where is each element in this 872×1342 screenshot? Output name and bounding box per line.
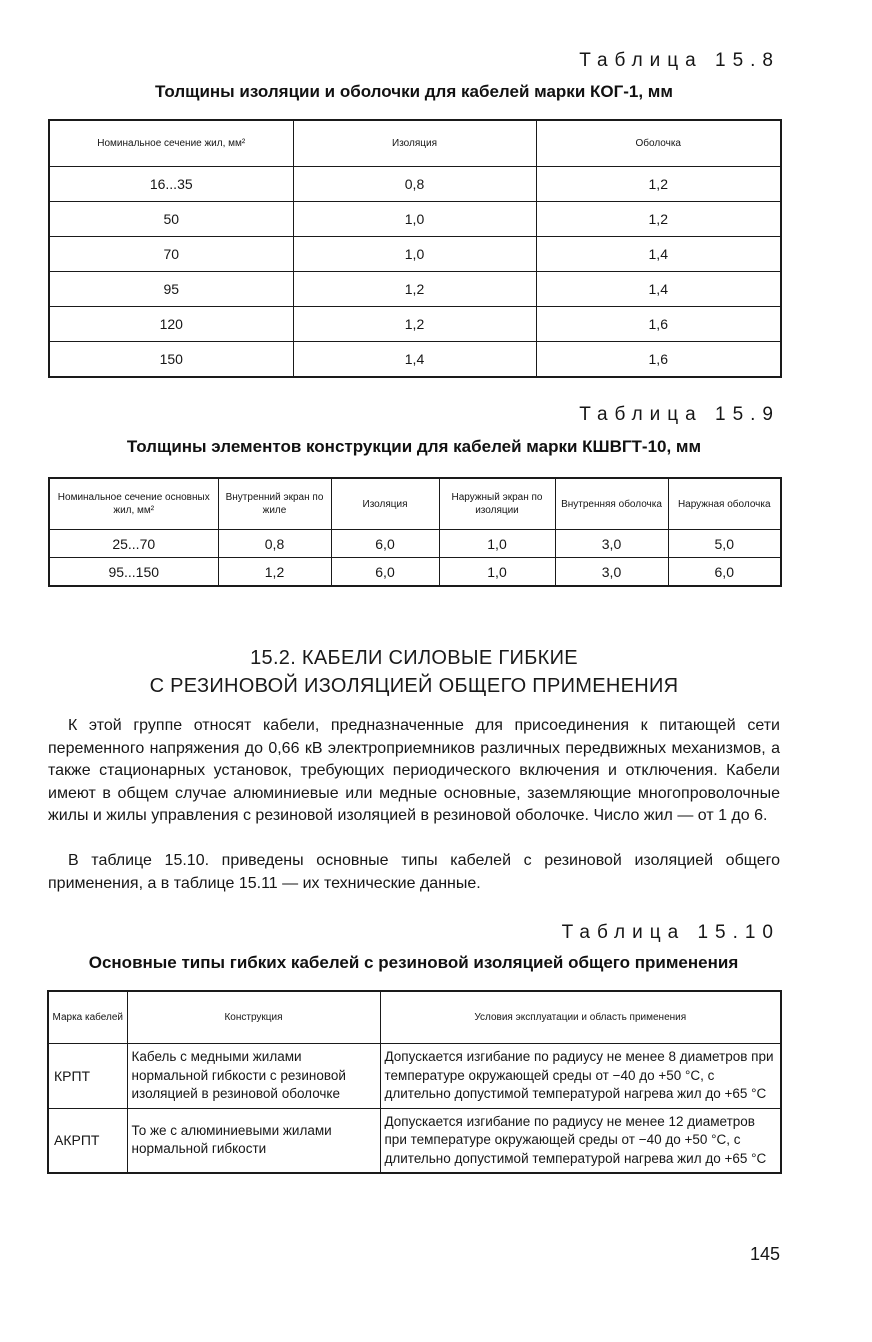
table-cell: 120 (49, 307, 293, 342)
table-cell: 1,0 (293, 202, 536, 237)
column-header: Номинальное сечение основных жил, мм² (49, 478, 218, 530)
column-header: Оболочка (536, 120, 781, 167)
table-cell: 1,2 (536, 167, 781, 202)
table-cell: То же с алюминиевыми жилами нормальной гибкости (127, 1108, 380, 1173)
table-cell: КРПТ (48, 1044, 127, 1109)
column-header: Наружный экран по изоляции (439, 478, 555, 530)
body-paragraph-1: К этой группе относят кабели, предназначенные для присоединения к питающей сети переменного напряжения до 0,66 кВ электроприемников различных передвижных механизмов, а также стационарных установок, требующих периодического включения и отключения. Кабели имеют в общем случае алюминиевые или медные основные, заземляющие многопроволочные жилы и жилы управления с резиновой изоляцией в резиновой оболочке. Число жил — от 1 до 6. (48, 717, 780, 824)
table-cell: 6,0 (331, 558, 439, 587)
column-header: Изоляция (331, 478, 439, 530)
table-cell: 0,8 (293, 167, 536, 202)
table-row (49, 237, 781, 272)
table-cell: 1,2 (218, 558, 331, 587)
column-header: Наружная оболочка (668, 478, 781, 530)
table-cell: 1,0 (439, 530, 555, 558)
page-number: 145 (749, 1244, 780, 1264)
table-cell: 1,4 (536, 237, 781, 272)
table-15-9-label: Таблица 15.9 (579, 404, 780, 425)
table-cell: 1,4 (293, 342, 536, 378)
table-cell: 1,2 (536, 202, 781, 237)
column-header: Марка кабелей (48, 991, 127, 1044)
table-cell: Кабель с медными жилами нормальной гибкости с резиновой изоляцией в резиновой оболочке (127, 1044, 380, 1109)
table-row (49, 167, 781, 202)
table-cell: 1,6 (536, 342, 781, 378)
table-cell: 0,8 (218, 530, 331, 558)
table-row (48, 1108, 781, 1173)
table-cell: 1,0 (293, 237, 536, 272)
column-header: Внутренняя оболочка (555, 478, 668, 530)
column-header: Номинальное сечение жил, мм² (49, 120, 293, 167)
table-cell: 150 (49, 342, 293, 378)
table-cell: АКРПТ (48, 1108, 127, 1173)
body-paragraph-2: В таблице 15.10. приведены основные типы кабелей с резиновой изоляцией общего применения, а в таблице 15.11 — их технические данные. (48, 852, 780, 892)
table-cell: 1,4 (536, 272, 781, 307)
table-15-8-title: Толщины изоляции и оболочки для кабелей марки КОГ-1, мм (155, 82, 673, 101)
section-heading-line-2: С РЕЗИНОВОЙ ИЗОЛЯЦИЕЙ ОБЩЕГО ПРИМЕНЕНИЯ (149, 675, 679, 697)
table-header-row (49, 120, 781, 167)
column-header: Условия эксплуатации и область применения (380, 991, 781, 1044)
column-header: Внутренний экран по жиле (218, 478, 331, 530)
table-cell: Допускается изгибание по радиусу не менее 8 диаметров при температуре окружающей среды от −40 до +50 °С, с длительно допустимой температурой нагрева жил до +65 °С (380, 1044, 781, 1109)
table-header-row (48, 991, 781, 1044)
section-heading-line-1: 15.2. КАБЕЛИ СИЛОВЫЕ ГИБКИЕ (250, 647, 578, 669)
table-row (49, 558, 781, 587)
table-cell: 1,2 (293, 272, 536, 307)
table-cell: Допускается изгибание по радиусу не менее 12 диаметров при температуре окружающей среды от −40 до +50 °С, с длительно допустимой температурой нагрева жил до +65 °С (380, 1108, 781, 1173)
table-15-10-title: Основные типы гибких кабелей с резиновой изоляцией общего применения (88, 953, 739, 972)
table-cell: 5,0 (668, 530, 781, 558)
table-15-10-label: Таблица 15.10 (561, 922, 780, 943)
table-15-10 (47, 990, 782, 1174)
table-row (48, 1044, 781, 1109)
table-cell: 1,0 (439, 558, 555, 587)
table-15-9-title: Толщины элементов конструкции для кабелей марки КШВГТ-10, мм (126, 437, 702, 456)
table-15-9 (48, 477, 782, 587)
table-cell: 25...70 (49, 530, 218, 558)
column-header: Конструкция (127, 991, 380, 1044)
table-row (49, 272, 781, 307)
table-cell: 3,0 (555, 558, 668, 587)
table-15-8 (48, 119, 782, 378)
table-row (49, 202, 781, 237)
table-cell: 95 (49, 272, 293, 307)
table-row (49, 307, 781, 342)
table-cell: 50 (49, 202, 293, 237)
table-cell: 1,6 (536, 307, 781, 342)
table-cell: 3,0 (555, 530, 668, 558)
table-header-row (49, 478, 781, 530)
table-cell: 1,2 (293, 307, 536, 342)
table-cell: 6,0 (331, 530, 439, 558)
table-cell: 95...150 (49, 558, 218, 587)
column-header: Изоляция (293, 120, 536, 167)
table-row (49, 342, 781, 378)
table-cell: 70 (49, 237, 293, 272)
table-15-8-label: Таблица 15.8 (579, 50, 780, 71)
table-cell: 6,0 (668, 558, 781, 587)
table-row (49, 530, 781, 558)
table-cell: 16...35 (49, 167, 293, 202)
